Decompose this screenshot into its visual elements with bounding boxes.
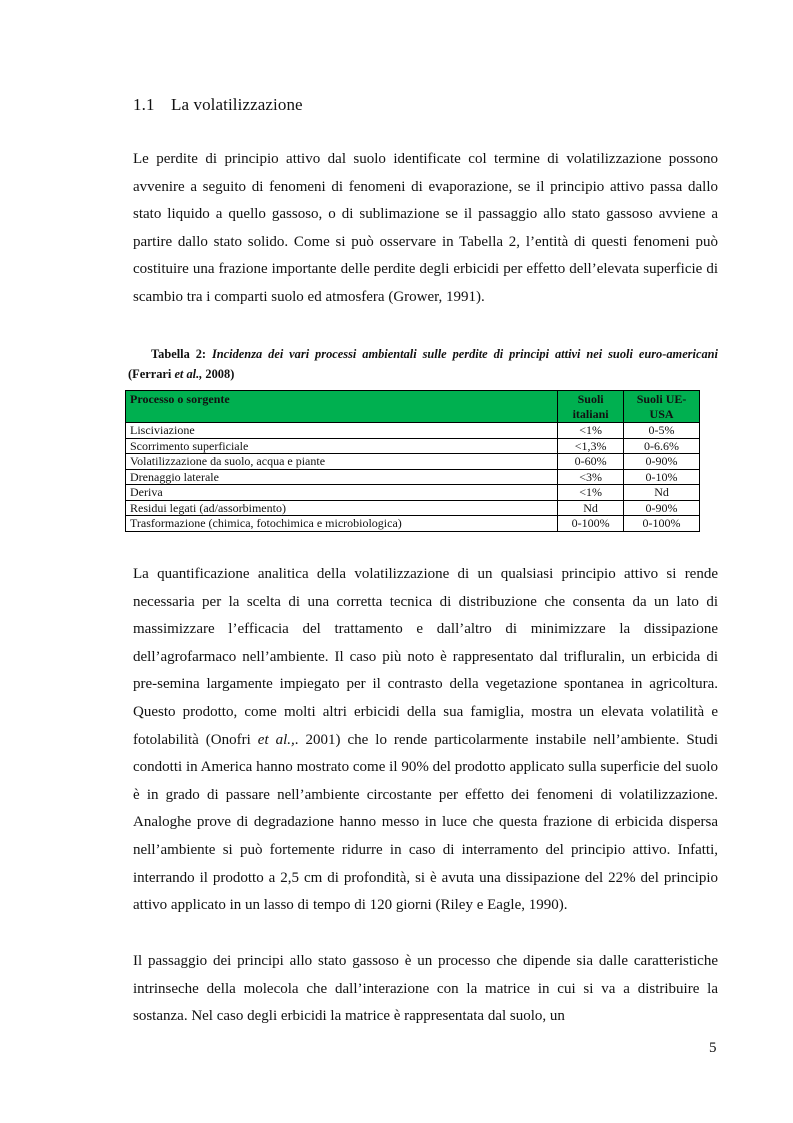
caption-source-italic: et al., bbox=[174, 367, 203, 381]
data-table bbox=[125, 390, 700, 532]
cell-eu-usa: 0-6.6% bbox=[624, 438, 700, 454]
table-row bbox=[126, 485, 700, 501]
table-row bbox=[126, 469, 700, 485]
cell-eu-usa: 0-5% bbox=[624, 423, 700, 439]
section-title: La volatilizzazione bbox=[171, 95, 303, 114]
caption-label: Tabella 2: bbox=[151, 347, 207, 361]
cell-eu-usa: 0-100% bbox=[624, 516, 700, 532]
caption-text: Incidenza dei vari processi ambientali sulle perdite di principi attivi nei suoli euro-americani bbox=[211, 347, 718, 361]
table-caption bbox=[128, 344, 718, 384]
cell-italian: <1,3% bbox=[558, 438, 624, 454]
caption-source-prefix: (Ferrari bbox=[128, 367, 175, 381]
paragraph2-part2: . 2001) che lo rende particolarmente instabile nell’ambiente. Studi condotti in America hanno mostrato come il 90% del prodotto applicato sulla superficie del suolo è in grado di passare nell’ambiente circostante per effetto dei fenomeni di volatilizzazione. Analoghe prove di degradazione hanno messo in luce che questa frazione di erbicida dispersa nell’ambiente si può fortemente ridurre in caso di interramento del principio attivo. Infatti, interrando il prodotto a 2,5 cm di profondità, si è avuta una dissipazione del 22% del principio attivo applicato in un lasso di tempo di 120 giorni (Riley e Eagle, 1990). bbox=[133, 731, 718, 914]
cell-eu-usa: 0-10% bbox=[624, 469, 700, 485]
paragraph2-italic: et al., bbox=[257, 731, 295, 748]
paragraph2-part1: La quantificazione analitica della volatilizzazione di un qualsiasi principio attivo si rende necessaria per la scelta di una corretta tecnica di distribuzione che consenta da un lato di massimizzare l’efficacia del trattamento e dall’altro di minimizzare la dissipazione dell’agrofarmaco nell’ambiente. Il caso più noto è rappresentato dal trifluralin, un erbicida di pre-semina largamente impiegato per il contrasto della vegetazione spontanea in agricoltura. Questo prodotto, come molti altri erbicidi della sua famiglia, mostra un elevata volatilità e fotolabilità (Onofri bbox=[133, 566, 718, 748]
cell-eu-usa: 0-90% bbox=[624, 500, 700, 516]
paragraph-gaseous-state: Il passaggio dei principi allo stato gassoso è un processo che dipende sia dalle caratteristiche intrinseche della molecola che dall’interazione con la matrice in cui si va a distribuire la sostanza. Nel caso degli erbicidi la matrice è rappresentata dal suolo, un bbox=[133, 953, 718, 1025]
table-row bbox=[126, 516, 700, 532]
cell-italian: <1% bbox=[558, 485, 624, 501]
header-eu-usa-soils: Suoli UE-USA bbox=[624, 391, 700, 423]
cell-italian: <3% bbox=[558, 469, 624, 485]
page-number: 5 bbox=[709, 1040, 717, 1056]
table-row bbox=[126, 438, 700, 454]
cell-italian: Nd bbox=[558, 500, 624, 516]
table-row bbox=[126, 500, 700, 516]
cell-process: Deriva bbox=[126, 485, 558, 501]
paragraph-quantification bbox=[133, 561, 718, 920]
cell-process: Scorrimento superficiale bbox=[126, 438, 558, 454]
cell-italian: 0-100% bbox=[558, 516, 624, 532]
cell-process: Lisciviazione bbox=[126, 423, 558, 439]
cell-eu-usa: 0-90% bbox=[624, 454, 700, 470]
table-row bbox=[126, 423, 700, 439]
section-number: 1.1 bbox=[133, 95, 155, 114]
caption-source-suffix: 2008) bbox=[202, 367, 235, 381]
cell-process: Volatilizzazione da suolo, acqua e piante bbox=[126, 454, 558, 470]
cell-process: Drenaggio laterale bbox=[126, 469, 558, 485]
table-row bbox=[126, 454, 700, 470]
cell-italian: <1% bbox=[558, 423, 624, 439]
header-italian-soils: Suoli italiani bbox=[558, 391, 624, 423]
cell-process: Trasformazione (chimica, fotochimica e microbiologica) bbox=[126, 516, 558, 532]
cell-process: Residui legati (ad/assorbimento) bbox=[126, 500, 558, 516]
paragraph-intro: Le perdite di principio attivo dal suolo identificate col termine di volatilizzazione possono avvenire a seguito di fenomeni di fenomeni di evaporazione, se il principio attivo passa dallo stato liquido a quello gassoso, o di sublimazione se il passaggio allo stato gassoso avviene a partire dallo stato solido. Come si può osservare in Tabella 2, l’entità di questi fenomeni può costituire una frazione importante delle perdite degli erbicidi per effetto dell’elevata superficie di scambio tra i comparti suolo ed atmosfera (Grower, 1991). bbox=[133, 151, 718, 305]
header-process: Processo o sorgente bbox=[126, 391, 558, 423]
section-heading bbox=[133, 95, 303, 115]
cell-italian: 0-60% bbox=[558, 454, 624, 470]
table-header-row bbox=[126, 391, 700, 423]
cell-eu-usa: Nd bbox=[624, 485, 700, 501]
